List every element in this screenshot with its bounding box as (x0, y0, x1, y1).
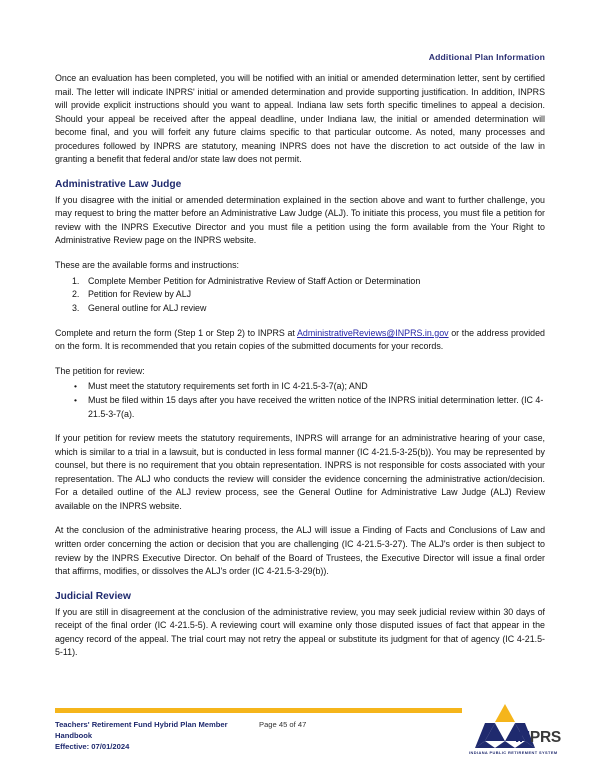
footer-text-block (55, 719, 355, 753)
judicial-review-paragraph: If you are still in disagreement at the conclusion of the administrative review, you may seek judicial review within 30 days of receipt of the final order (IC 4-21.5-5). A reviewing court will examine only those disputed issues of fact that appear in the agency record of the appeal. The trial court may not retry the appeal or substitute its judgment for that of agency (IC 4-21.5-5-11). (55, 606, 545, 658)
heading-judicial-review: Judicial Review (55, 590, 131, 602)
footer-document-title (55, 719, 355, 730)
bullet-icon: • (74, 395, 77, 406)
list-item-number: 3. (72, 303, 80, 314)
section-judicial-review (55, 590, 545, 660)
list-item-label: Must be filed within 15 days after you have received the written notice of the INPRS initial determination letter. (IC 4-21.5-3-7(a). (88, 395, 544, 419)
list-item (55, 275, 545, 288)
return-form-text-before: Complete and return the form (Step 1 or Step 2) to INPRS at (55, 327, 298, 338)
wordmark-in: IN (515, 729, 530, 746)
wordmark-prs: PRS (529, 729, 561, 746)
list-item-label: Petition for Review by ALJ (88, 289, 192, 300)
inprs-wordmark (515, 730, 561, 746)
footer-effective-date: Effective: 07/01/2024 (55, 742, 130, 752)
list-item (55, 380, 545, 393)
list-item-label: Complete Member Petition for Administrative Review of Staff Action or Determination (88, 275, 421, 286)
bullet-icon: • (74, 381, 77, 392)
list-item-label: Must meet the statutory requirements set forth in IC 4-21.5-3-7(a); AND (88, 381, 368, 392)
list-item (55, 302, 545, 315)
section-administrative-law-judge (55, 178, 545, 579)
running-header: Additional Plan Information (428, 52, 545, 62)
available-forms-list (55, 275, 545, 316)
footer-document-title-line2: Handbook (55, 731, 93, 741)
list-item-label: General outline for ALJ review (88, 303, 207, 314)
document-body (55, 72, 545, 671)
list-item (55, 394, 545, 421)
alj-paragraph-1: If you disagree with the initial or amended determination explained in the section above and want to further challenge, you may request to bring the matter before an Administrative Law Judge (ALJ). To initiate this process, you must file a petition for review with the INPRS Executive Director and you must file a petition using the form available from the Your Right to Administrative Review page on the INPRS website. (55, 194, 545, 246)
heading-administrative-law-judge: Administrative Law Judge (55, 178, 182, 190)
list-item-number: 1. (72, 275, 80, 286)
alj-paragraph-3: At the conclusion of the administrative hearing process, the ALJ will issue a Finding of Facts and Conclusions of Law and written order concerning the action or decision that you are challenging (IC 4-21.5-3-27). The ALJ's order is then subject to review by the INPRS Executive Director. On behalf of the Board of Trustees, the Executive Director will issue a final order that affirms, modifies, or dissolves the ALJ's order (IC 4-21.5-3-29(b)). (55, 525, 545, 577)
page-number: Page 45 of 47 (259, 720, 307, 729)
return-form-text-after: or the address provided on the form. It is recommended that you retain copies of the submitted documents for your records. (55, 327, 545, 352)
forms-lead-text: These are the available forms and instructions: (55, 260, 240, 271)
inprs-logo (468, 702, 563, 768)
administrative-reviews-email-link[interactable]: AdministrativeReviews@INPRS.in.gov (297, 327, 449, 338)
petition-lead-text: The petition for review: (55, 365, 145, 376)
footer-document-title-text: Teachers' Retirement Fund Hybrid Plan Member (55, 720, 228, 729)
inprs-tagline: INDIANA PUBLIC RETIREMENT SYSTEM (469, 750, 558, 755)
footer-divider (55, 708, 462, 713)
return-form-paragraph (55, 327, 545, 354)
list-item (55, 288, 545, 301)
intro-paragraph: Once an evaluation has been completed, you will be notified with an initial or amended determination letter, sent by certified mail. The letter will indicate INPRS' initial or amended determination and provide supporting justification. In addition, INPRS will provide explicit instructions should you want to appeal. Indiana law sets forth specific timelines to appeal a decision. Should your appeal be received after the appeal deadline, under Indiana law, the initial or amended determination will become final, and you will forfeit any future claims specific to that particular outcome. As noted, many processes and procedures followed by INPRS are statutory, meaning INPRS does not have the discretion to act outside of the law in granting a benefit that federal and/or state law does not permit. (55, 73, 545, 165)
alj-paragraph-2: If your petition for review meets the statutory requirements, INPRS will arrange for an administrative hearing of your case, which is similar to a trial in a lawsuit, but is conducted in less formal manner (IC 4-21.5-3-25(b)). You may be represented by counsel, but there is no requirement that you obtain representation. INPRS is not responsible for costs associated with your representation. The ALJ who conducts the review will consider the evidence concerning the administrative action/decision. For a detailed outline of the ALJ review process, see the General Outline for Administrative Law Judge (ALJ) Review available on the INPRS website. (55, 433, 545, 511)
list-item-number: 2. (72, 289, 80, 300)
petition-requirements-list (55, 380, 545, 421)
